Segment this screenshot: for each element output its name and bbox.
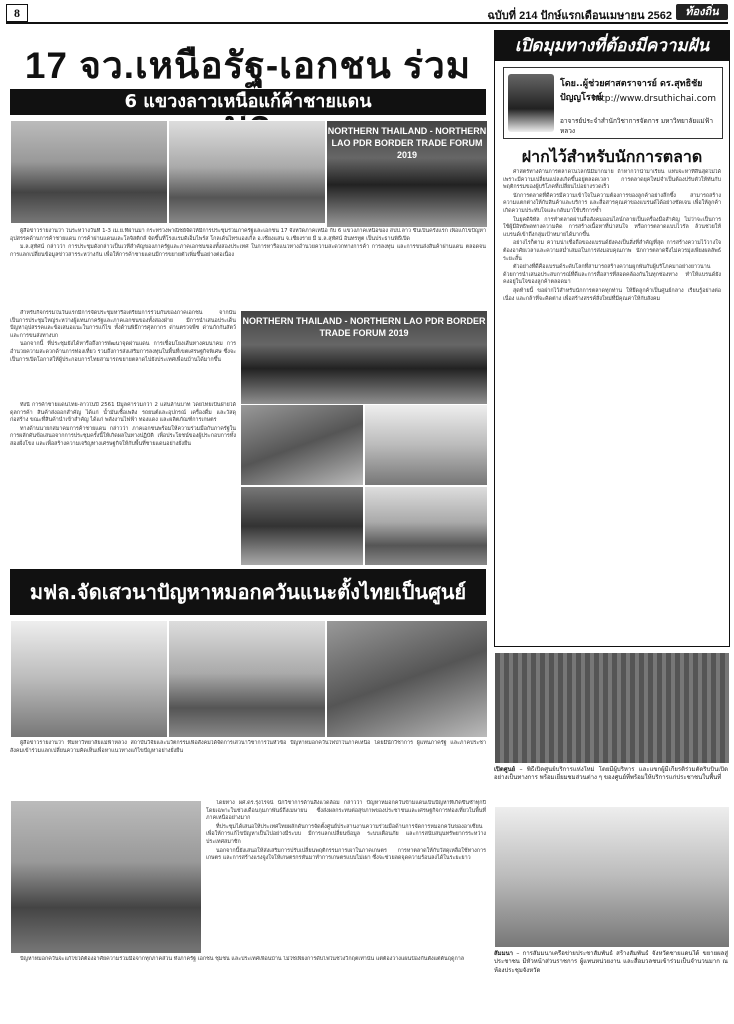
second-paragraph: นอกจากนี้ยังเสนอให้ส่งเสริมการปรับเปลี่ยนพฤติกรรมการเผาในภาคเกษตร การหาตลาดให้กับวัสดุเหลือใช้ทางการเกษตร และการสร้างแรงจูงใจให้เกษตรกรหันมาทำการเกษตรแบบไม่เผา ซึ่งจะช่วยลดจุดความร้อนลงได้ในระยะยาว [206, 847, 486, 862]
seminar-photo [10, 620, 168, 738]
column-paragraph: ตัวอย่างที่ดีคือแบรนด์ระดับโลกที่สามารถสร้างความผูกพันกับผู้บริโภคมาอย่างยาวนาน ด้วยการนำเสนอประสบการณ์ที่ดีและการสื่อสารที่สอดคล้องกันในทุกช่องทาง ทำให้แบรนด์ยังคงอยู่ในใจของลูกค้าตลอดมา [503, 264, 721, 286]
newspaper-logo: ท้องถิ่น [676, 4, 728, 20]
lead-headline: 17 จว.เหนือรัฐ-เอกชน ร่วม [24, 45, 472, 86]
author-byline: โดย..ผู้ช่วยศาสตราจารย์ ดร.สุทธิชัย ปัญญโรจน์ [560, 79, 703, 103]
page-number: 8 [6, 4, 28, 22]
second-paragraph: ผู้สื่อข่าวรายงานว่า ที่มหาวิทยาลัยแม่ฟ้าหลวง สถาบันวิจัยและนวัตกรรมเพื่อสังคมได้จัดการเสวนาวิชาการในหัวข้อ ปัญหาหมอกควันไฟป่าในภาคเหนือ โดยมีนักวิชาการ ผู้แทนภาครัฐ และภาคประชาสังคมเข้าร่วมแลกเปลี่ยนความคิดเห็นเพื่อหาแนวทางแก้ไขปัญหาอย่างยั่งยืน [10, 740, 486, 754]
caption-lead: สัมมนา [494, 950, 514, 957]
second-text-bottom [10, 956, 486, 1016]
lead-text-left [10, 310, 236, 400]
group-photo [494, 806, 730, 948]
author-affiliation: อาจารย์ประจำสำนักวิชาการจัดการ มหาวิทยาลัยแม่ฟ้าหลวง [560, 117, 713, 135]
lead-paragraph: ทางด้านนายกสมาคมการค้าชายแดน กล่าวว่า ภาคเอกชนพร้อมให้ความร่วมมือกับภาครัฐในการผลักดันข้อเสนอจากการประชุมครั้งนี้ให้เกิดผลในทางปฏิบัติ เพื่อประโยชน์ของผู้ประกอบการทั้งสองฝั่งโขง และเพื่อสร้างความเจริญทางเศรษฐกิจให้กับพื้นที่ชายแดนอย่างยั่งยืน [10, 425, 236, 447]
photo-caption [494, 950, 728, 1018]
forum-banner-text-2: NORTHERN THAILAND - NORTHERN LAO PDR BORDER TRADE FORUM 2019 [242, 316, 486, 338]
seminar-photo [168, 620, 326, 738]
author-url[interactable]: http://www.drsuthichai.com [592, 94, 716, 104]
column-header: เปิดมุมทางที่ต้องมีความฝัน [495, 31, 729, 61]
author-avatar [508, 74, 554, 132]
second-text-right [206, 800, 486, 952]
second-text-upper [10, 740, 486, 800]
author-box [503, 67, 723, 139]
issue-info: ฉบับที่ 214 ปักษ์แรกเดือนเมษายน 2562 [487, 10, 672, 22]
caption-text: – การสัมมนาเครือข่ายประชาสัมพันธ์ สร้างสัมพันธ์ จังหวัดชายแดนใต้ ขยายผลสู่ประชาชน มีหัวหน้าส่วนราชการ ผู้แทนหน่วยงาน และสื่อมวลชนเข้าร่วมเป็นจำนวนมาก ณ ห้องประชุมจังหวัด [494, 950, 728, 974]
forum-banner-text: NORTHERN THAILAND - NORTHERN LAO PDR BORDER TRADE FORUM 2019 [327, 126, 487, 160]
haze-city-photo [10, 800, 202, 954]
column-paragraph: สุดท้ายนี้ ขอฝากไว้สำหรับนักการตลาดทุกท่าน ให้ยึดลูกค้าเป็นศูนย์กลาง เรียนรู้อย่างต่อเนื่อง และกล้าที่จะคิดต่าง เพื่อสร้างสรรค์สิ่งใหม่ที่มีคุณค่าให้กับสังคม [503, 287, 721, 302]
column-paragraph: ศาสตร์ทางด้านการตลาดในโลกนี้มีมากมาย ถ้าหากว่านำมาเรียน แทบจะหาที่สิ้นสุดไม่ได้ เพราะมีความเปลี่ยนแปลงเกิดขึ้นอยู่ตลอดเวลา การตลาดยุคใหม่จำเป็นต้องปรับตัวให้ทันกับพฤติกรรมของผู้บริโภคที่เปลี่ยนไปอย่างรวดเร็ว [503, 169, 721, 191]
photo-caption [494, 766, 728, 800]
forum-banner-photo [326, 120, 488, 228]
ribbon-cutting-photo [494, 652, 730, 764]
column-body [503, 169, 721, 639]
caption-lead: เปิดศูนย์ [494, 766, 516, 773]
lead-paragraph: ม.ล.สุทัศน์ กล่าวว่า การประชุมดังกล่าวเป็นเวทีสำคัญของภาครัฐและภาคเอกชนของทั้งสองประเทศ ในการหารือแนวทางอำนวยความสะดวกทางการค้า การลงทุน และการขนส่งสินค้าผ่านแดน ตลอดจนการแลกเปลี่ยนข้อมูลข่าวสารระหว่างกัน เพื่อให้การค้าชายแดนมีการขยายตัวเพิ่มขึ้นอย่างต่อเนื่อง [10, 244, 486, 258]
event-photo [240, 486, 364, 566]
lead-paragraph: ทั้งนี้ การค้าชายแดนไทย-ลาวในปี 2561 มีมูลค่ารวมกว่า 2 แสนล้านบาท โดยไทยเป็นฝ่ายได้ดุลการค้า สินค้าส่งออกสำคัญ ได้แก่ น้ำมันเชื้อเพลิง รถยนต์และอุปกรณ์ เครื่องดื่ม และวัสดุก่อสร้าง ขณะที่สินค้านำเข้าสำคัญ ได้แก่ พลังงานไฟฟ้า ทองแดง และผลิตภัณฑ์การเกษตร [10, 402, 236, 424]
event-photo [168, 120, 326, 224]
event-photo [364, 404, 488, 486]
lead-paragraph: ผู้สื่อข่าวรายงานว่า ในระหว่างวันที่ 1-3 เม.ย.ที่ผ่านมา กระทรวงพาณิชย์จัดให้มีการประชุมร่วมภาครัฐและเอกชน 17 จังหวัดภาคเหนือ กับ 6 แขวงภาคเหนือของ สปป.ลาว ขึ้นเป็นครั้งแรก เพื่อแก้ไขปัญหาอุปสรรคด้านการค้าชายแดน การค้าผ่านแดนและโลจิสติกส์ จัดขึ้นที่โรงแรมดิเอ็มไพร์ส โกลเด้นไทรแองเกิ้ล อ.เชียงแสน จ.เชียงราย มี ม.ล.สุทัศน์ อินทรทูต เป็นประธานพิธีเปิด [10, 228, 486, 242]
lead-paragraph: สำหรับกิจกรรมในวันแรกมีการจัดประชุมหารือเตรียมการร่วมกันของภาคเอกชน จากนั้นเป็นการประชุมใหญ่ระหว่างผู้แทนภาครัฐและภาคเอกชนของทั้งสองฝ่าย มีการนำเสนอประเด็นปัญหาอุปสรรคและข้อเสนอแนะในการแก้ไข ทั้งด้านพิธีการศุลกากร ด่านตรวจพืช ด่านกักกันสัตว์ และการขนส่งทางบก [10, 310, 236, 339]
lead-text-left-lower [10, 402, 236, 564]
second-paragraph: ปัญหาหมอกควันจะแก้ไขได้ต้องอาศัยความร่วมมือจากทุกภาคส่วน ทั้งภาครัฐ เอกชน ชุมชน และประเทศเพื่อนบ้าน ไม่ใช่เพียงการดับไฟในช่วงวิกฤตเท่านั้น แต่ต้องวางแผนป้องกันตั้งแต่ต้นฤดูกาล [20, 956, 465, 962]
event-photo [240, 404, 364, 486]
lead-paragraph: นอกจากนี้ ที่ประชุมยังได้หารือถึงการพัฒนาจุดผ่านแดน การเชื่อมโยงเส้นทางคมนาคม การอำนวยความสะดวกด้านการท่องเที่ยว รวมถึงการส่งเสริมการลงทุนในพื้นที่เขตเศรษฐกิจพิเศษ ซึ่งจะเป็นการเปิดโอกาสให้ผู้ประกอบการไทยสามารถขยายตลาดไปยังประเทศเพื่อนบ้านได้มากขึ้น [10, 341, 236, 363]
haze-road-photo [326, 620, 488, 738]
column-paragraph: นักการตลาดที่ดีควรมีความเข้าใจในความต้องการของลูกค้าอย่างลึกซึ้ง สามารถสร้างความแตกต่างให้กับสินค้าและบริการ และสื่อสารคุณค่าของแบรนด์ได้อย่างชัดเจน เพื่อให้ลูกค้าเกิดความประทับใจและกลับมาใช้บริการซ้ำ [503, 192, 721, 214]
caption-text: – พิธีเปิดศูนย์บริการแห่งใหม่ โดยมีผู้บริหาร และแขกผู้มีเกียรติร่วมตัดริบบิ้นเปิดอย่างเป็นทางการ พร้อมเยี่ยมชมส่วนต่าง ๆ ของศูนย์ที่พร้อมให้บริการแก่ประชาชนในพื้นที่ [494, 766, 728, 782]
event-photo [10, 120, 168, 224]
lead-subhead: 6 แขวงลาวเหนือแก้ค้าชายแดน [10, 89, 486, 115]
second-story-banner: มฟล.จัดเสวนาปัญหาหมอกควันแนะตั้งไทยเป็นศูนย์ [10, 569, 486, 615]
lead-text-upper [10, 228, 486, 308]
opinion-column [494, 30, 730, 647]
column-paragraph: ในยุคดิจิทัล การทำตลาดผ่านสื่อสังคมออนไลน์กลายเป็นเครื่องมือสำคัญ ไม่ว่าจะเป็นการใช้ผู้มีอิทธิพลทางความคิด การสร้างเนื้อหาที่น่าสนใจ หรือการตลาดแบบไวรัล ล้วนช่วยให้แบรนด์เข้าถึงกลุ่มเป้าหมายได้มากขึ้น [503, 216, 721, 238]
page-header [6, 4, 728, 24]
second-paragraph: ที่ประชุมได้เสนอให้ประเทศไทยผลักดันการจัดตั้งศูนย์ประสานงานความร่วมมือด้านการจัดการหมอกควันของอาเซียน เพื่อให้การแก้ไขปัญหาเป็นไปอย่างมีระบบ มีการแลกเปลี่ยนข้อมูล ระบบเตือนภัย และการสนับสนุนทรัพยากรระหว่างประเทศสมาชิก [206, 823, 486, 845]
second-paragraph: โดยทาง ผศ.ดร.รุ่งโรจน์ นักวิชาการด้านสิ่งแวดล้อม กล่าวว่า ปัญหาหมอกควันข้ามแดนเป็นปัญหาที่เกิดขึ้นซ้ำทุกปี โดยเฉพาะในช่วงเดือนกุมภาพันธ์ถึงเมษายน ซึ่งส่งผลกระทบต่อสุขภาพของประชาชนและเศรษฐกิจการท่องเที่ยวในพื้นที่ภาคเหนืออย่างมาก [206, 800, 486, 822]
event-photo [364, 486, 488, 566]
forum-stage-photo [240, 310, 488, 408]
column-paragraph: อย่างไรก็ตาม ความน่าเชื่อถือของแบรนด์ยังคงเป็นสิ่งที่สำคัญที่สุด การสร้างความไว้วางใจต้องอาศัยเวลาและความสม่ำเสมอในการส่งมอบคุณภาพ นักการตลาดจึงไม่ควรมุ่งเพียงผลลัพธ์ระยะสั้น [503, 240, 721, 262]
column-title: ฝากไว้สำหรับนักการตลาด [521, 147, 703, 166]
